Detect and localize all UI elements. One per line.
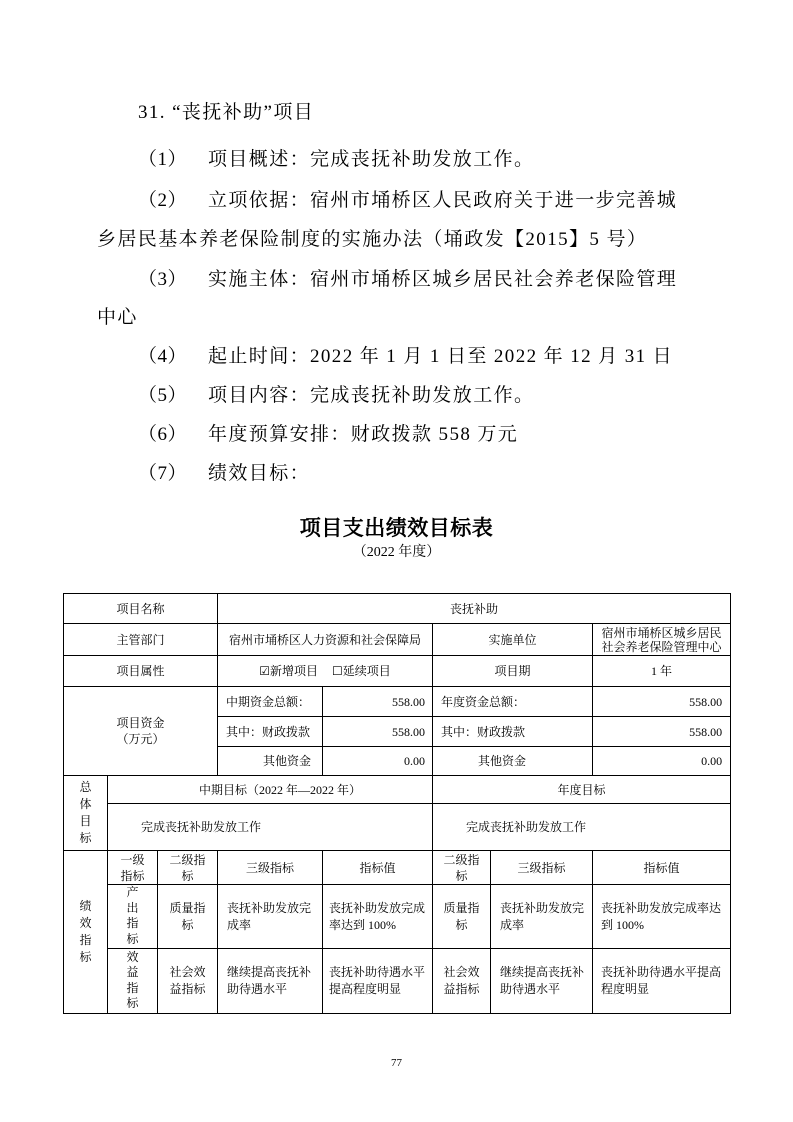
level2-indicator-annual: 质量指 标 xyxy=(433,885,491,949)
row-department xyxy=(64,624,731,656)
project-period-value: 1 年 xyxy=(593,656,731,687)
table-subtitle: （2022 年度） xyxy=(352,545,441,560)
row-project-name xyxy=(64,594,731,624)
row-indicator-headers xyxy=(64,851,731,885)
item-7 xyxy=(138,462,310,486)
project-funds-label: 项目资金 （万元） xyxy=(64,687,218,776)
level1-indicator: 产出指标 xyxy=(126,885,139,946)
item-text: 立项依据：宿州市埇桥区人民政府关于进一步完善城 xyxy=(208,190,678,211)
item-text: 项目概述：完成丧抚补助发放工作。 xyxy=(208,149,535,170)
level2-indicator-annual: 社会效 益指标 xyxy=(433,949,491,1014)
option-continuing-project xyxy=(332,664,391,678)
project-period-label: 项目期 xyxy=(433,656,593,687)
item-number: （1） xyxy=(138,149,188,170)
option-label: 延续项目 xyxy=(342,664,391,678)
item-number: （5） xyxy=(138,385,188,406)
item-number: （7） xyxy=(138,463,188,484)
page-number: 77 xyxy=(391,1057,402,1069)
mid-term-fiscal-label: 其中：财政拨款 xyxy=(218,717,323,747)
level3-indicator: 继续提高丧抚补 助待遇水平 xyxy=(218,949,323,1014)
indicator-value: 丧抚补助待遇水平 提高程度明显 xyxy=(323,949,433,1014)
department-label: 主管部门 xyxy=(64,624,218,656)
mid-term-funds-value: 558.00 xyxy=(323,687,433,717)
level1-indicator: 效益指标 xyxy=(126,949,139,1011)
item-3 xyxy=(138,268,677,292)
header-level3-annual: 三级指标 xyxy=(491,851,593,885)
item-text: 项目内容：完成丧抚补助发放工作。 xyxy=(208,385,535,406)
table-row xyxy=(64,949,731,1014)
option-new-project xyxy=(259,664,318,678)
overall-goal-label-cell xyxy=(64,776,108,851)
section-heading: 31. “丧抚补助”项目 xyxy=(138,102,315,123)
item-text: 年度预算安排：财政拨款 558 万元 xyxy=(208,424,519,445)
mid-term-other-value: 0.00 xyxy=(323,747,433,776)
level2-indicator: 质量指 标 xyxy=(158,885,218,949)
item-2 xyxy=(138,189,677,213)
header-level2: 二级指 标 xyxy=(158,851,218,885)
option-label: 新增项目 xyxy=(270,664,319,678)
department-value: 宿州市埇桥区人力资源和社会保障局 xyxy=(218,624,433,656)
mid-term-other-label: 其他资金 xyxy=(218,747,323,776)
mid-term-goal-header: 中期目标（2022 年—2022 年） xyxy=(108,776,433,804)
row-project-attribute xyxy=(64,656,731,687)
level1-cell xyxy=(108,949,158,1014)
project-name-label: 项目名称 xyxy=(64,594,218,624)
mid-term-goal: 完成丧抚补助发放工作 xyxy=(108,804,433,851)
table-title: 项目支出绩效目标表 xyxy=(299,516,494,540)
annual-funds-value: 558.00 xyxy=(593,687,731,717)
header-value: 指标值 xyxy=(323,851,433,885)
item-text: 起止时间：2022 年 1 月 1 日至 2022 年 12 月 31 日 xyxy=(208,346,674,367)
level3-indicator-annual: 丧抚补助发放完 成率 xyxy=(491,885,593,949)
header-value-annual: 指标值 xyxy=(593,851,731,885)
row-funds-total xyxy=(64,687,731,717)
mid-term-fiscal-value: 558.00 xyxy=(323,717,433,747)
annual-other-label: 其他资金 xyxy=(433,747,593,776)
item-number: （2） xyxy=(138,190,188,211)
annual-other-value: 0.00 xyxy=(593,747,731,776)
checkbox-checked-icon: ☑ xyxy=(259,664,271,678)
header-level1: 一级 指标 xyxy=(108,851,158,885)
item-1 xyxy=(138,148,534,172)
level3-indicator-annual: 继续提高丧抚补 助待遇水平 xyxy=(491,949,593,1014)
row-goals xyxy=(64,804,731,851)
indicator-value-annual: 丧抚补助发放完成率达 到 100% xyxy=(593,885,731,949)
item-6 xyxy=(138,423,518,447)
project-attribute-options xyxy=(218,656,433,687)
annual-fiscal-value: 558.00 xyxy=(593,717,731,747)
annual-fiscal-label: 其中：财政拨款 xyxy=(433,717,593,747)
implementing-unit-value: 宿州市埇桥区城乡居民 社会养老保险管理中心 xyxy=(593,624,731,656)
indicators-label-cell xyxy=(64,851,108,1014)
level2-indicator: 社会效 益指标 xyxy=(158,949,218,1014)
level3-indicator: 丧抚补助发放完 成率 xyxy=(218,885,323,949)
item-4 xyxy=(138,345,673,369)
checkbox-empty-icon: ☐ xyxy=(332,664,343,678)
item-text: 实施主体：宿州市埇桥区城乡居民社会养老保险管理 xyxy=(208,269,678,290)
annual-goal-header: 年度目标 xyxy=(433,776,731,804)
performance-target-table xyxy=(63,593,731,1014)
annual-goal: 完成丧抚补助发放工作 xyxy=(433,804,731,851)
indicators-label: 绩效指标 xyxy=(79,899,92,964)
overall-goal-label: 总体目标 xyxy=(79,780,92,845)
header-level2-annual: 二级指 标 xyxy=(433,851,491,885)
item-number: （6） xyxy=(138,424,188,445)
project-attribute-label: 项目属性 xyxy=(64,656,218,687)
item-text: 绩效目标： xyxy=(208,463,311,484)
mid-term-funds-label: 中期资金总额： xyxy=(218,687,323,717)
header-level3: 三级指标 xyxy=(218,851,323,885)
indicator-value-annual: 丧抚补助待遇水平提高 程度明显 xyxy=(593,949,731,1014)
indicator-value: 丧抚补助发放完成 率达到 100% xyxy=(323,885,433,949)
item-number: （3） xyxy=(138,269,188,290)
item-3-continuation: 中心 xyxy=(97,307,138,328)
row-goal-headers xyxy=(64,776,731,804)
implementing-unit-label: 实施单位 xyxy=(433,624,593,656)
project-name-value: 丧抚补助 xyxy=(218,594,731,624)
item-5 xyxy=(138,384,534,408)
annual-funds-label: 年度资金总额： xyxy=(433,687,593,717)
item-2-continuation: 乡居民基本养老保险制度的实施办法（埇政发【2015】5 号） xyxy=(97,229,648,250)
item-number: （4） xyxy=(138,346,188,367)
level1-cell xyxy=(108,885,158,949)
table-row xyxy=(64,885,731,949)
